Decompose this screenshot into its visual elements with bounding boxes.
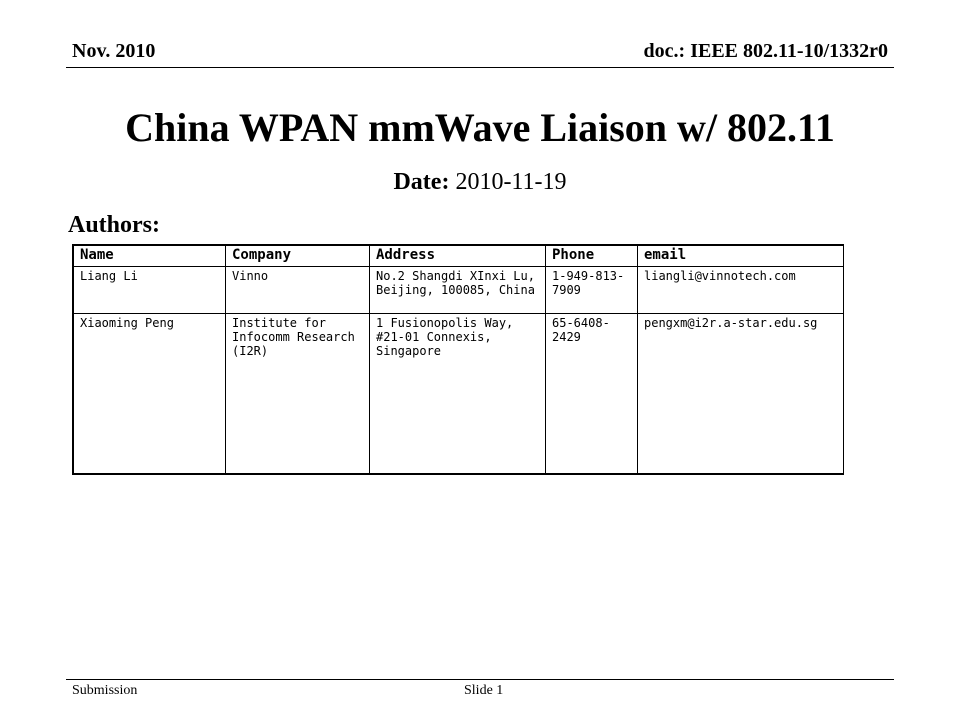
col-header-name: Name (74, 246, 226, 267)
footer-submission: Submission (72, 683, 138, 698)
col-header-address: Address (370, 246, 546, 267)
cell-email: liangli@vinnotech.com (638, 267, 844, 314)
col-header-company: Company (226, 246, 370, 267)
col-header-phone: Phone (546, 246, 638, 267)
authors-label: Authors: (68, 212, 161, 238)
table-row (74, 314, 844, 474)
header-date: Nov. 2010 (72, 40, 156, 62)
cell-email: pengxm@i2r.a-star.edu.sg (638, 314, 844, 474)
cell-company: Institute for Infocomm Research (I2R) (226, 314, 370, 474)
col-header-email: email (638, 246, 844, 267)
header-divider (66, 67, 894, 68)
cell-address: No.2 Shangdi XInxi Lu, Beijing, 100085, China (370, 267, 546, 314)
header-doc-id: doc.: IEEE 802.11-10/1332r0 (643, 40, 888, 62)
cell-company: Vinno (226, 267, 370, 314)
authors-table (72, 244, 844, 475)
table-row (74, 267, 844, 314)
date-label: Date: (393, 169, 450, 195)
date-line (0, 169, 960, 196)
footer-divider (66, 679, 894, 680)
cell-phone: 1-949-813-7909 (546, 267, 638, 314)
cell-name: Xiaoming Peng (74, 314, 226, 474)
cell-name: Liang Li (74, 267, 226, 314)
slide-title: China WPAN mmWave Liaison w/ 802.11 (125, 105, 835, 150)
cell-address: 1 Fusionopolis Way, #21-01 Connexis, Singapore (370, 314, 546, 474)
date-value: 2010-11-19 (449, 169, 567, 195)
footer-slide-number: Slide 1 (464, 683, 504, 698)
table-header-row (74, 246, 844, 267)
cell-phone: 65-6408-2429 (546, 314, 638, 474)
